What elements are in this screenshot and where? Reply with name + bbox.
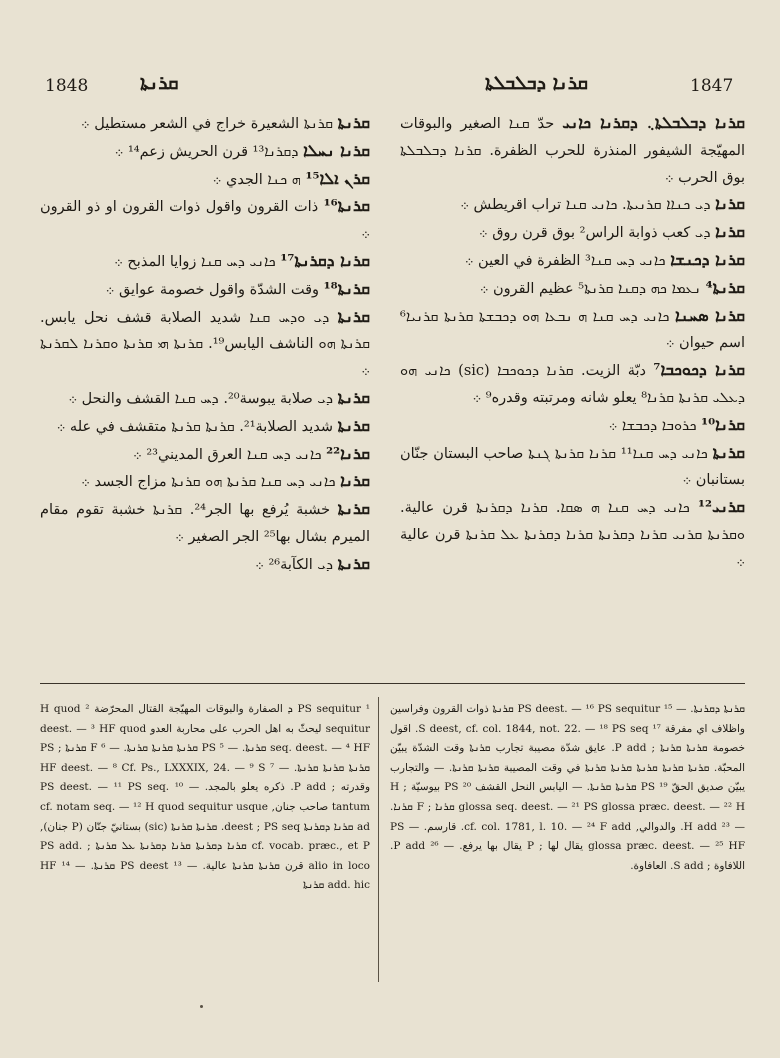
definition: ܕܝ الكآبة²⁶ ܀ [255, 556, 334, 573]
entry [400, 275, 745, 303]
definition: ܕܝ صلابة يبوسة²⁰. ܕܚ ܩܢܐ القشف والنحل ܀ [68, 390, 334, 407]
entry [40, 193, 370, 248]
running-title-right: ܩܪܢܐ ܕܒܠܒܠܬܐ [485, 72, 589, 94]
entry [40, 496, 370, 551]
definition: ܟܐܢܝ ܕܚ ܩܢܐ زوايا المذبح ܀ [114, 253, 276, 270]
page-speck [200, 1005, 203, 1008]
entry [40, 138, 370, 166]
footnotes-left: ¹ PS sequitur ܕ الصفارة والبوقات المهيّجة القتال المحرّضة ² H quod sequitur ليحثّ به اهل الحرب على محاربة العدو deest. — ³ HF quod seq. deest. — ⁴ HF ܩܪܢܬܐ. — ⁵ PS ܩܪܢܬܐ ܩܪܢܬܐ ܩܪܢܬܐ. — ⁶ F ܩܪܢܬܐ ; PS ܩܪܢܬܐ ܩܪܢܬܐ ܩܪܢܬܐ. — ⁷ HF deest. — ⁸ Cf. Ps., LXXXIX, 24. — ⁹ S وقدرته ; P add. ذكره يعلو بالمجد. — ¹⁰ PS deest. — ¹¹ PS seq. tantum صاحب جنان, cf. notam seq. — ¹² H quod sequitur usque ad ܩܪܢܐ ܕܩܪܢܬܐ deest ; PS seq. ܩܪܢܬܐ ܩܪܢܬܐ (sic) بستانيّ جنّان (P جنان), cf. vocab. præc., et P ܩܪܢܐ ܕܩܪܢܬܐ ܩܪܢܐ ܕܩܪܢܬܐ ܥܠ ܩܪܢܬܐ ; PS add. alio in loco قرن ܩܪܢܬܐ ܩܪܢܬܐ عالية. — ¹³ PS deest ܩܪܢܬܐ. — ¹⁴ HF add. hic ܩܪܢܬܐ [40, 703, 371, 892]
entry [40, 304, 370, 385]
definition: ܟܪܘܒܐ ܕܟܒܫܐ ܀ [608, 417, 697, 434]
running-title-left: ܩܪܢܬܐ [140, 72, 179, 94]
definition: ܟܐܢܝ ܕܚ ܩܢܐ ܩܪܢܬܐ ܗܘ ܩܪܢܬܐ مزاج الجسد ܀ [81, 474, 336, 491]
entry [400, 303, 745, 358]
entry [400, 191, 745, 219]
headword: ܩܪܢܐ [715, 222, 745, 242]
headword: ܩܪܢܐ [715, 194, 745, 214]
entry [400, 357, 745, 412]
definition: شديد الصلابة²¹. ܩܪܢܬܐ ܩܪܢܬܐ متقشف في عله ܀ [56, 418, 334, 435]
definition: ܟܐܢܝ ܕܚ ܩܢܐ ܗ ܣܩܐ. ܩܪܢܐ ܕܩܪܢܬܐ قرن عالية. ܘܩܪܢܬܐ ܩܪܢܝ ܩܪܢܐ ܕܩܪܢܬܐ ܩܪܢܐ ܕܩܪܢܬܐ ܥܠ ܩܪܢܬܐ قرن عالية ܀ [400, 500, 745, 570]
definition: ܢܥܡܐ ܟܗ ܕܩܢܐ ܩܪܢܬܐ⁵ عظيم القرون ܀ [479, 280, 702, 297]
entry [40, 248, 370, 276]
entry [40, 441, 370, 469]
headword: ܩܪܢܬܐ¹⁸ [323, 278, 370, 298]
entry [400, 494, 745, 575]
headword: ܩܪܢܐ ܢܚܠܐ [303, 140, 370, 160]
page-number-left: 1848 [45, 76, 89, 96]
definition: ܟܐܢܝ ܕܚ ܩܢܐ العرق المديني²³ ܀ [133, 446, 322, 463]
entry [40, 166, 370, 194]
headword: ܩܪܢ ܐܠܐ¹⁵ [305, 168, 370, 188]
entry [40, 385, 370, 413]
entry [40, 551, 370, 579]
headword: ܩܪܢܬܐ [712, 442, 746, 462]
definition: ܟܐܢܝ ܕܚ ܩܢܐ³ الظفرة في العين ܀ [464, 252, 666, 269]
entry [40, 413, 370, 441]
entry [400, 219, 745, 247]
definition: حدّ ܩܢܐ الصغير والبوقات المهيّجة الشيفور المنذرة للحرب الظفرة. ܩܪܢܐ ܕܒܠܒܠܬܐ بوق الحرب ܀ [400, 116, 745, 186]
definition: ܩܪܢܬܐ الشعيرة خراج في الشعر مستطيل ܀ [80, 116, 334, 132]
headword: ܩܪܢܐ²² [326, 443, 370, 463]
entry [400, 440, 745, 495]
entry [40, 110, 370, 138]
page-number-right: 1847 [690, 76, 734, 96]
definition: ܕܝ كعب ذوابة الراس² بوق قرن روق ܀ [478, 225, 711, 242]
definition: خشبة يُرفع بها الجر²⁴. ܩܪܢܬܐ خشبة تقوم مقام الميرم بشال بها²⁵ الجر الصغير ܀ [40, 502, 370, 545]
headword: ܩܪܢܐ ܕܟܘܟܒܐ⁷ [653, 360, 746, 380]
definition: ܗ ܟܢܐ الجدي ܀ [212, 171, 301, 188]
headword: ܩܪܢܐ ܕܩܪܢܬܐ¹⁷ [280, 250, 370, 270]
headword: ܩܪܢܬܐ [337, 415, 370, 435]
definition: دبّة الزيت. ܩܪܢܐ ܕܟܘܟܒܐ (sic) ܟܐܢܝ ܗܘ ܕܥܠܝ ܩܪܢܬܐ ܩܪܢܐ⁸ يعلو شانه ومرتبته وقدره⁹ ܀ [400, 363, 745, 406]
definition: وقت الشدّة واقول خصومة عوايق ܀ [105, 281, 320, 298]
page-header [0, 72, 780, 102]
footnotes-right: ܩܪܢܬܐ ܕܩܪܢܬܐ. — ¹⁵ PS deest. — ¹⁶ PS sequitur ܩܪܢܬܐ ذوات القرون وفراسين واظلاف اي مفرقة ¹⁷ S deest, cf. col. 1844, not. 22. — ¹⁸ PS seq. اقول خصومة ܩܪܢܬܐ ܩܪܢܬܐ ; P add. عايق شدّة مصيبة تجارب ܩܪܢܬܐ وقت الشدّة يبيّن المحبّة. ܩܪܢܬܐ ܩܪܢܬܐ ܩܪܢܬܐ ܩܪܢܬܐ ܩܪܢܬܐ في وقت المصيبة ܩܪܢܬܐ ܩܪܢܬܐ. — والتجارب يبيّن صديق الحقّ ¹⁹ PS ܩܪܢܬܐ ܩܪܢܬܐ. — اليابس النحل القشف ²⁰ PS بيوسيّة ; H glossa seq. deest. — ²¹ PS glossa præc. deest. — ²² H ܩܪܢܐ ; F ܩܪܢܐ. — ²³ H add. والدوالي, cf. col. 1781, l. 10. — ²⁴ F add. قارسم. — PS glossa præc. deest. — ²⁵ HF يقال لها ; P يقال بها يرفع. — ²⁶ P add. اللافاوة ; S add. العافاوة. [390, 703, 745, 872]
headword: ܩܪܢܐ¹⁰ [701, 414, 745, 434]
left-column [40, 110, 370, 579]
headword: ܩܪܢܬܐ [337, 387, 370, 407]
headword: ܩܪܢܐ ܣܚܢܐ [674, 305, 745, 325]
footnote-column-divider [378, 697, 379, 982]
headword: ܩܪܢܬܐ¹⁶ [323, 196, 370, 216]
entry [400, 247, 745, 275]
headword: ܩܪܢܝ¹² [697, 497, 745, 517]
entry [400, 110, 745, 191]
headword: ܩܪܢܐ [340, 471, 370, 491]
right-column [400, 110, 745, 576]
entry [40, 468, 370, 496]
footnote-divider [40, 683, 745, 684]
headword: ܩܪܢܬܐ [337, 553, 370, 573]
definition: ܟܐܢܝ ܕܚ ܩܢܐ¹¹ ܩܪܢܐ ܩܪܢܬܐ ܓܢܬܐ صاحب البستان جنّان بستانبان ܀ [400, 445, 745, 489]
headword: ܩܪܢܬܐ [337, 113, 370, 132]
entry [40, 276, 370, 304]
entry [400, 412, 745, 440]
definition: ܕܝ ܘܕܚ ܩܢܐ شديد الصلابة قشف نحل يابس. ܩܪܢܬܐ ܗܘ الناشف اليابس¹⁹. ܩܪܢܬܐ ܗܝ ܩܪܢܬܐ ܘܩܪܢܐ ܠܩܪܢܬܐ ܀ [40, 309, 370, 380]
definition: ذات القرون واقول ذوات القرون او ذو القرون ܀ [40, 199, 370, 243]
headword: ܩܪܢܐ ܕܟܢܫܐ [670, 249, 745, 269]
definition: ܕܩܪܢܐ¹³ قرن الحريش زعم¹⁴ ܀ [114, 143, 299, 160]
definition: ܟܐܢܝ ܕܚ ܩܢܐ ܗ ܢܒܥܐ ܗܘ ܕܟܒܫܬܐ ܩܪܢܬܐ ܩܪܢܝܐ⁶ اسم حيوان ܀ [400, 308, 745, 352]
headword: ܩܪܢܐ ܕܒܠܒܠܬܐ܆ ܕܩܪܢܐ ܟܐܢܝ [562, 113, 745, 132]
headword: ܩܪܢܬܐ [337, 306, 370, 326]
definition: ܕܝ ܟܢܐܐ ܩܪܢܝܬܐ. ܟܐܢܝ ܩܢܐ تراب اقريطش ܀ [460, 197, 711, 214]
headword: ܩܪܢܬܐ [337, 499, 370, 519]
headword: ܩܪܢܬܐ⁴ [705, 277, 745, 297]
